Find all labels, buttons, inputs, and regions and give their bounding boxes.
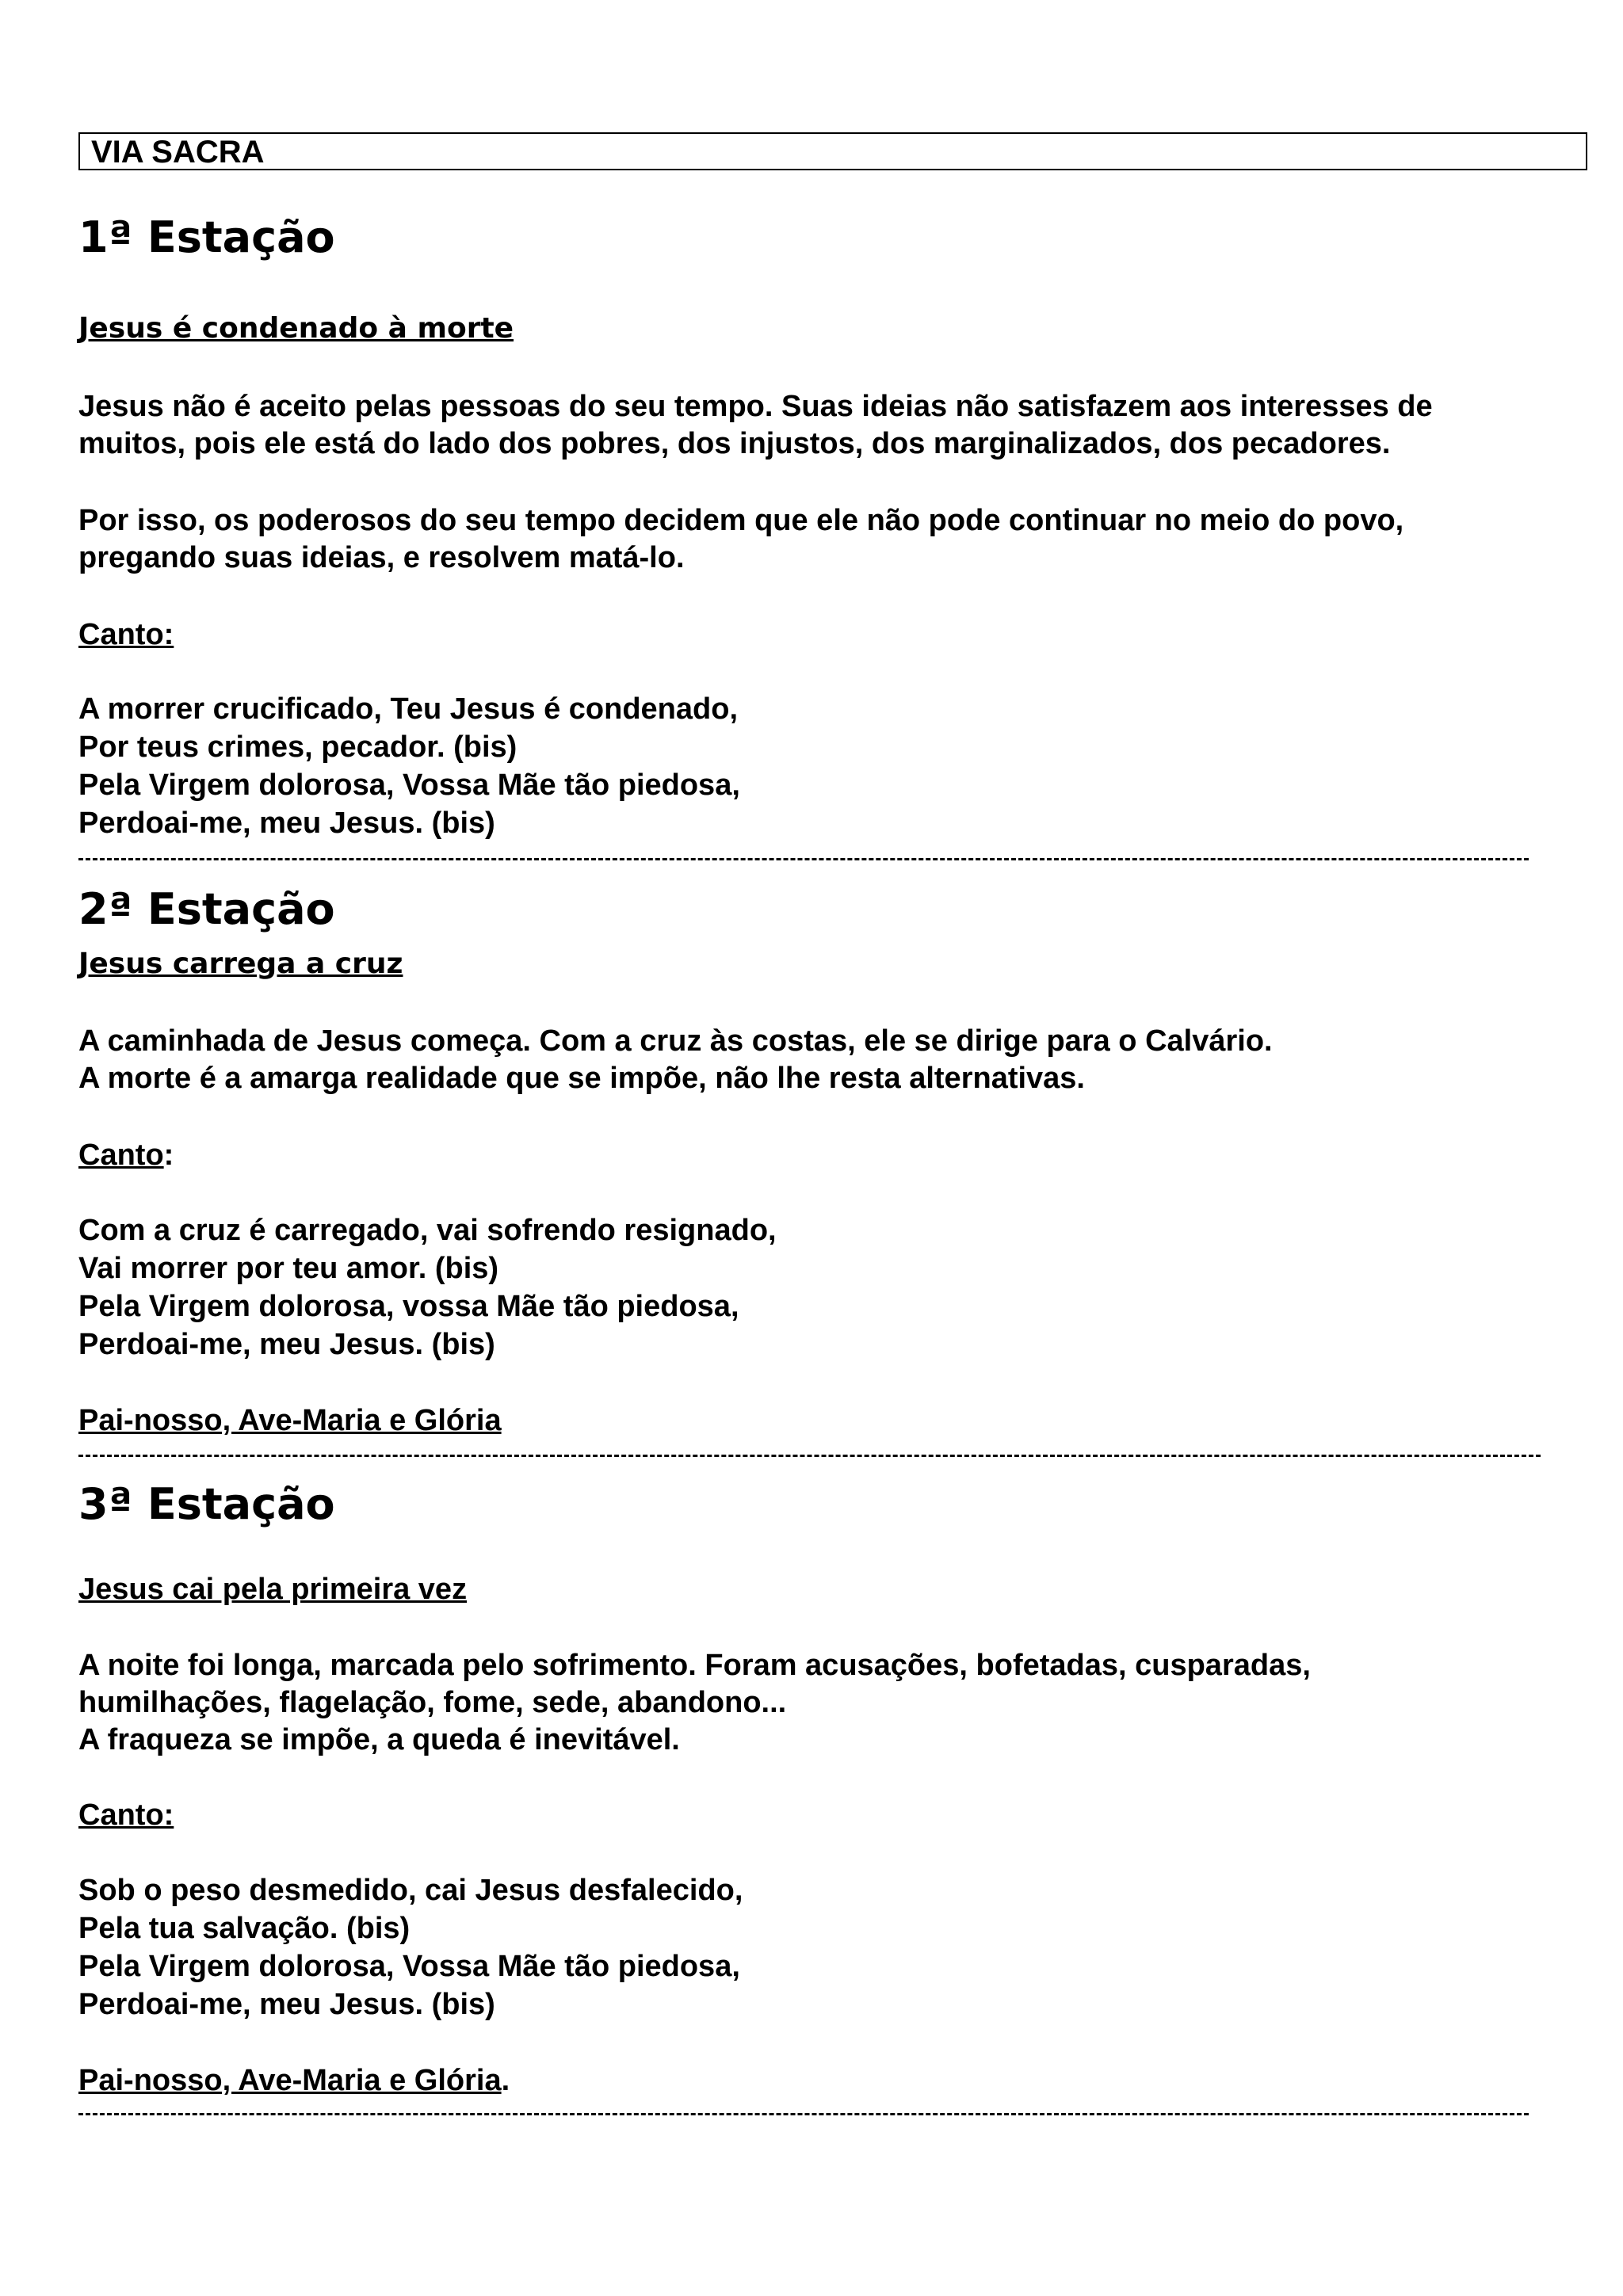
- station-2-prayer: Pai-nosso, Ave-Maria e Glória: [78, 1404, 502, 1437]
- station-1-canto-line-3: Pela Virgem dolorosa, Vossa Mãe tão piedosa,: [78, 769, 740, 802]
- station-3-prayer: Pai-nosso, Ave-Maria e Glória: [78, 2064, 502, 2097]
- station-2-canto-line-3: Pela Virgem dolorosa, vossa Mãe tão piedosa,: [78, 1290, 739, 1323]
- station-1-canto-label: Canto:: [78, 618, 174, 651]
- station-2-canto-label: Canto: [78, 1138, 164, 1172]
- separator-3: [78, 2113, 1529, 2115]
- station-3-paragraph-1-line-2: humilhações, flagelação, fome, sede, abandono...: [78, 1686, 787, 1719]
- station-1-canto-line-1: A morrer crucificado, Teu Jesus é condenado,: [78, 692, 739, 726]
- separator-1: [78, 858, 1529, 860]
- separator-2: [78, 1455, 1541, 1457]
- station-2-canto-line-2: Vai morrer por teu amor. (bis): [78, 1252, 499, 1285]
- station-1-paragraph-1-line-2: muitos, pois ele está do lado dos pobres, dos injustos, dos marginalizados, dos pecadores.: [78, 427, 1391, 460]
- document-title: VIA SACRA: [91, 135, 265, 170]
- station-1-canto-line-2: Por teus crimes, pecador. (bis): [78, 730, 517, 764]
- station-1-paragraph-2-line-1: Por isso, os poderosos do seu tempo decidem que ele não pode continuar no meio do povo,: [78, 504, 1404, 537]
- station-3-canto-line-4: Perdoai-me, meu Jesus. (bis): [78, 1988, 495, 2021]
- station-3-subtitle: Jesus cai pela primeira vez: [78, 1573, 468, 1606]
- station-2-heading: 2ª Estação: [78, 884, 335, 934]
- station-2-canto-colon: :: [163, 1138, 174, 1172]
- station-3-heading: 3ª Estação: [78, 1479, 335, 1529]
- station-2-canto: [78, 1137, 174, 1174]
- station-1-paragraph-2-line-2: pregando suas ideias, e resolvem matá-lo.: [78, 541, 685, 574]
- station-2-paragraph-1-line-1: A caminhada de Jesus começa. Com a cruz às costas, ele se dirige para o Calvário.: [78, 1024, 1273, 1058]
- station-3-prayer-line: [78, 2062, 510, 2100]
- station-1-subtitle: Jesus é condenado à morte: [78, 312, 514, 345]
- station-2-canto-line-1: Com a cruz é carregado, vai sofrendo resignado,: [78, 1214, 777, 1247]
- station-3-canto-line-1: Sob o peso desmedido, cai Jesus desfalecido,: [78, 1874, 743, 1907]
- station-3-canto-line-2: Pela tua salvação. (bis): [78, 1912, 411, 1945]
- station-3-paragraph-1-line-1: A noite foi longa, marcada pelo sofrimento. Foram acusações, bofetadas, cusparadas,: [78, 1649, 1311, 1682]
- station-2-canto-line-4: Perdoai-me, meu Jesus. (bis): [78, 1328, 495, 1361]
- station-2-subtitle: Jesus carrega a cruz: [78, 948, 403, 980]
- station-3-paragraph-1-line-3: A fraqueza se impõe, a queda é inevitável.: [78, 1723, 680, 1756]
- station-1-paragraph-1-line-1: Jesus não é aceito pelas pessoas do seu tempo. Suas ideias não satisfazem aos interesses de: [78, 390, 1433, 423]
- station-3-prayer-period: .: [501, 2064, 510, 2097]
- station-1-heading: 1ª Estação: [78, 212, 335, 262]
- title-box: [78, 132, 1587, 170]
- station-2-paragraph-1-line-2: A morte é a amarga realidade que se impõe, não lhe resta alternativas.: [78, 1062, 1085, 1095]
- station-1-canto-line-4: Perdoai-me, meu Jesus. (bis): [78, 807, 495, 840]
- station-3-canto-label: Canto:: [78, 1798, 174, 1832]
- station-3-canto-line-3: Pela Virgem dolorosa, Vossa Mãe tão piedosa,: [78, 1950, 740, 1983]
